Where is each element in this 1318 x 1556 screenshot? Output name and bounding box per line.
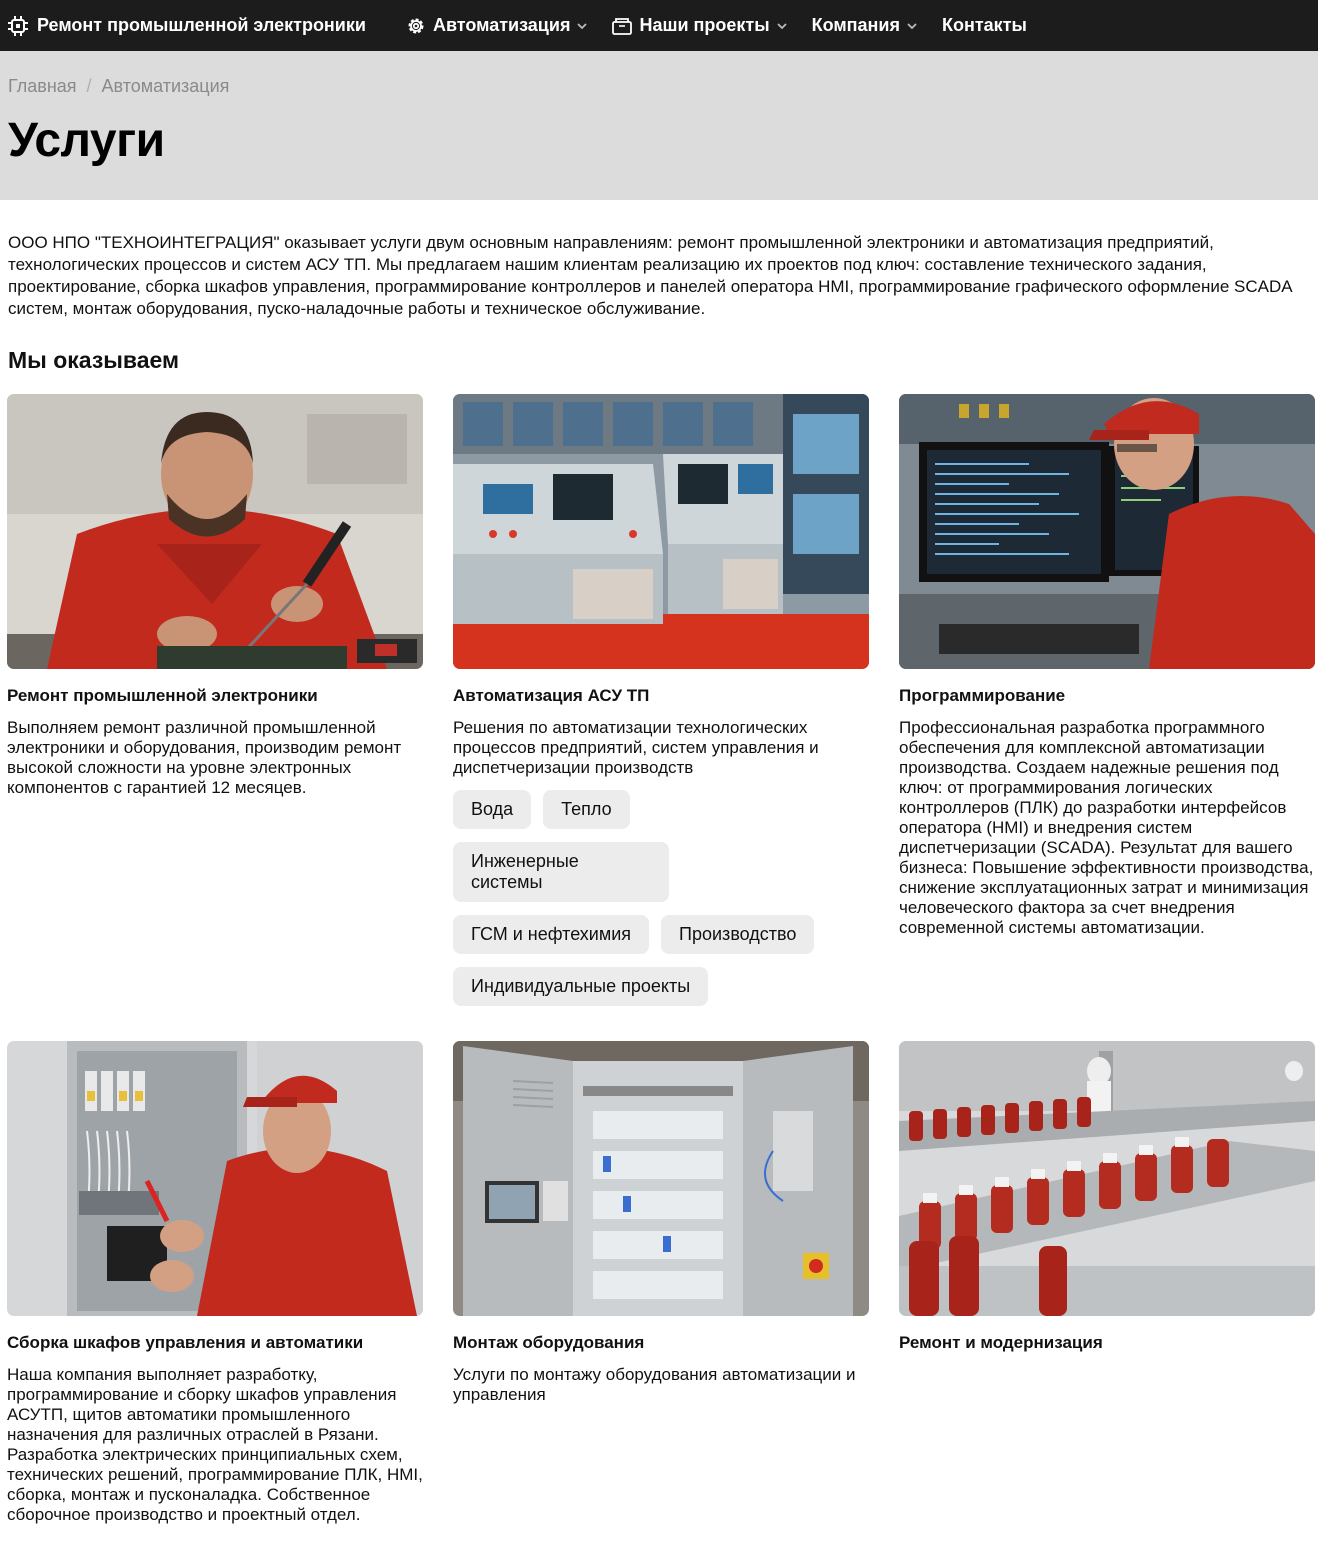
tag-engineering-systems[interactable]: Инженерные системы bbox=[453, 842, 669, 902]
brand-label: Ремонт промышленной электроники bbox=[37, 15, 366, 35]
tag-water[interactable]: Вода bbox=[453, 790, 531, 829]
chevron-down-icon bbox=[576, 22, 588, 30]
industry-tags bbox=[453, 790, 869, 1019]
card-description: Услуги по монтажу оборудования автоматизации и управления bbox=[453, 1365, 856, 1404]
card-image-control-cabinet[interactable] bbox=[453, 1041, 869, 1316]
nav-menu bbox=[406, 15, 1051, 36]
card-image-programmer[interactable] bbox=[899, 394, 1315, 669]
card-image-control-room[interactable] bbox=[453, 394, 869, 669]
nav-contacts-label: Контакты bbox=[942, 15, 1027, 35]
nav-projects[interactable] bbox=[612, 15, 787, 36]
nav-company[interactable] bbox=[812, 15, 918, 36]
tag-custom-projects[interactable]: Индивидуальные проекты bbox=[453, 967, 708, 1006]
tag-fuel-petrochemistry[interactable]: ГСМ и нефтехимия bbox=[453, 915, 649, 954]
nav-automation[interactable] bbox=[406, 15, 589, 36]
gear-icon bbox=[406, 16, 426, 36]
card-title[interactable]: Автоматизация АСУ ТП bbox=[453, 686, 650, 705]
nav-automation-label: Автоматизация bbox=[432, 15, 571, 35]
card-description: Выполняем ремонт различной промышленной электроники и оборудования, производим ремонт высокой сложности на уровне электронных компонентов с гарантией 12 месяцев. bbox=[7, 718, 402, 797]
breadcrumb-current: Автоматизация bbox=[101, 76, 230, 96]
nav-company-label: Компания bbox=[811, 15, 900, 35]
service-card-cabinet-assembly[interactable] bbox=[7, 1041, 423, 1525]
service-card-repair-modernization[interactable] bbox=[899, 1041, 1315, 1353]
card-image-cabinet-assembly[interactable] bbox=[7, 1041, 423, 1316]
nav-projects-label: Наши проекты bbox=[639, 15, 770, 35]
breadcrumb bbox=[8, 76, 1310, 97]
intro-text: ООО НПО "ТЕХНОИНТЕГРАЦИЯ" оказывает услуги двум основным направлениям: ремонт промышленной электроники и автоматизация предприятий, технологических процессов и систем АСУ ТП. Мы предлагаем нашим клиентам реализацию их проектов под ключ: составление технического задания, проектирование, сборка шкафов управления, программирование контроллеров и панелей оператора HMI, программирование графического оформление SCADA систем, монтаж оборудования, пуско-наладочные работы и техническое обслуживание. bbox=[8, 233, 1292, 318]
card-title[interactable]: Ремонт промышленной электроники bbox=[7, 686, 318, 705]
card-image-soldering[interactable] bbox=[7, 394, 423, 669]
chip-icon bbox=[8, 16, 28, 36]
top-navbar bbox=[0, 0, 1318, 51]
chevron-down-icon bbox=[776, 22, 788, 30]
card-description: Наша компания выполняет разработку, программирование и сборку шкафов управления АСУТП, щитов автоматики промышленного назначения для различных отраслей в Рязани. Разработка электрических принципиальных схем, технических решений, программирование ПЛК, HMI, сборка, монтаж и пусконаладка. Собственное сборочное производство и проектный отдел. bbox=[7, 1365, 423, 1524]
card-image-bottling-line[interactable] bbox=[899, 1041, 1315, 1316]
tag-production[interactable]: Производство bbox=[661, 915, 814, 954]
card-description: Профессиональная разработка программного обеспечения для комплексной автоматизации производства. Создаем надежные решения под ключ: от программирования логических контроллеров (ПЛК) до разработки интерфейсов оператора (HMI) и внедрения систем диспетчеризации (SCADA). Результат для вашего бизнеса: Повышение эффективности производства, снижение эксплуатационных затрат и минимизация человеческого фактора за счет внедрения современной системы автоматизации. bbox=[899, 718, 1314, 937]
card-title[interactable]: Монтаж оборудования bbox=[453, 1333, 645, 1352]
breadcrumb-home-link[interactable]: Главная bbox=[8, 76, 77, 96]
service-card-electronics-repair[interactable] bbox=[7, 394, 423, 798]
breadcrumb-separator: / bbox=[86, 76, 92, 96]
section-title: Мы оказываем bbox=[8, 347, 180, 373]
nav-contacts[interactable] bbox=[942, 15, 1027, 36]
folder-icon bbox=[612, 17, 632, 35]
service-card-programming[interactable] bbox=[899, 394, 1315, 938]
service-card-automation[interactable] bbox=[453, 394, 869, 1019]
card-title[interactable]: Программирование bbox=[899, 686, 1066, 705]
card-description: Решения по автоматизации технологических процессов предприятий, систем управления и диспетчеризации производств bbox=[453, 718, 819, 777]
card-title[interactable]: Ремонт и модернизация bbox=[899, 1333, 1103, 1352]
brand-link[interactable] bbox=[8, 15, 366, 36]
page-header bbox=[0, 51, 1318, 200]
card-title[interactable]: Сборка шкафов управления и автоматики bbox=[7, 1333, 364, 1352]
chevron-down-icon bbox=[906, 22, 918, 30]
tag-heat[interactable]: Тепло bbox=[543, 790, 629, 829]
service-card-installation[interactable] bbox=[453, 1041, 869, 1405]
page-title: Услуги bbox=[8, 114, 165, 167]
